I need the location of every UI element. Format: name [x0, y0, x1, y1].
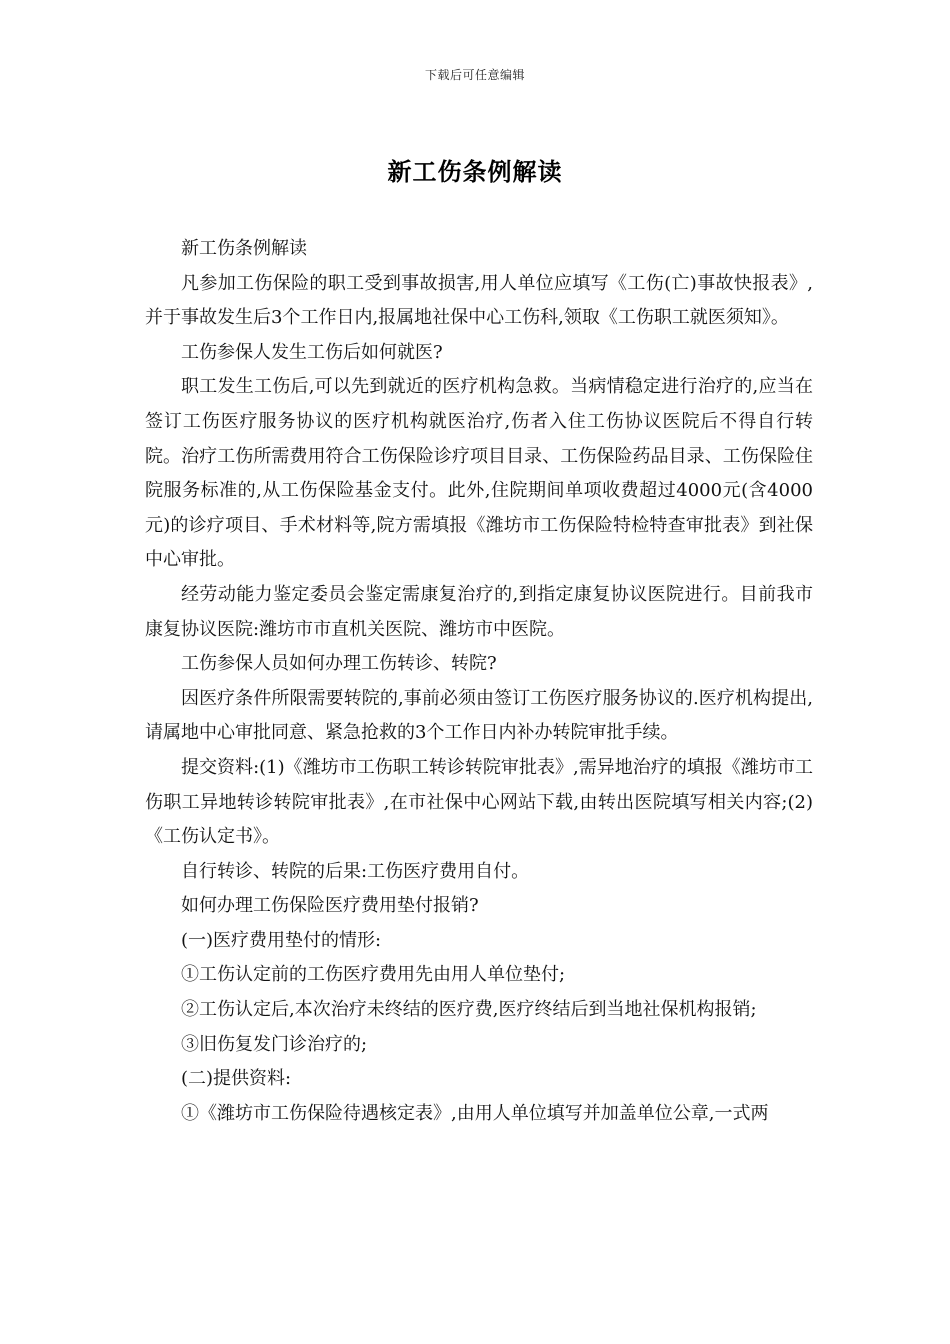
paragraph: 职工发生工伤后,可以先到就近的医疗机构急救。当病情稳定进行治疗的,应当在签订工伤医疗服务协议的医疗机构就医治疗,伤者入住工伤协议医院后不得自行转院。治疗工伤所需费用符合工伤保险诊疗项目目录、工伤保险药品目录、工伤保险住院服务标准的,从工伤保险基金支付。此外,住院期间单项收费超过4000元(含4000元)的诊疗项目、手术材料等,院方需填报《潍坊市工伤保险特检特查审批表》到社保中心审批。 [145, 376, 813, 571]
document-body [145, 232, 813, 1131]
subheading: (二)提供资料: [181, 1068, 292, 1090]
paragraph: 凡参加工伤保险的职工受到事故损害,用人单位应填写《工伤(亡)事故快报表》,并于事故发生后3个工作日内,报属地社保中心工伤科,领取《工伤职工就医须知》。 [145, 272, 813, 329]
section-question: 如何办理工伤保险医疗费用垫付报销? [181, 895, 479, 917]
list-item: ②工伤认定后,本次治疗未终结的医疗费,医疗终结后到当地社保机构报销; [181, 999, 757, 1021]
subheading: (一)医疗费用垫付的情形: [181, 929, 382, 951]
list-item: ①工伤认定前的工伤医疗费用先由用人单位垫付; [181, 964, 566, 986]
section-question: 工伤参保人员如何办理工伤转诊、转院? [181, 653, 497, 675]
list-item: ③旧伤复发门诊治疗的; [181, 1033, 368, 1055]
paragraph: 经劳动能力鉴定委员会鉴定需康复治疗的,到指定康复协议医院进行。目前我市康复协议医院:潍坊市市直机关医院、潍坊市中医院。 [145, 583, 813, 640]
paragraph: 提交资料:(1)《潍坊市工伤职工转诊转院审批表》,需异地治疗的填报《潍坊市工伤职工异地转诊转院审批表》,在市社保中心网站下载,由转出医院填写相关内容;(2)《工伤认定书》。 [145, 756, 813, 848]
document-title: 新工伤条例解读 [387, 157, 563, 186]
section-question: 工伤参保人发生工伤后如何就医? [181, 341, 443, 363]
paragraph: 新工伤条例解读 [181, 238, 307, 259]
header-note: 下载后可任意编辑 [424, 68, 525, 82]
list-item: ①《潍坊市工伤保险待遇核定表》,由用人单位填写并加盖单位公章,一式两 [181, 1102, 769, 1124]
paragraph: 自行转诊、转院的后果:工伤医疗费用自付。 [181, 860, 530, 882]
paragraph: 因医疗条件所限需要转院的,事前必须由签订工伤医疗服务协议的.医疗机构提出,请属地中心审批同意、紧急抢救的3个工作日内补办转院审批手续。 [145, 687, 813, 744]
